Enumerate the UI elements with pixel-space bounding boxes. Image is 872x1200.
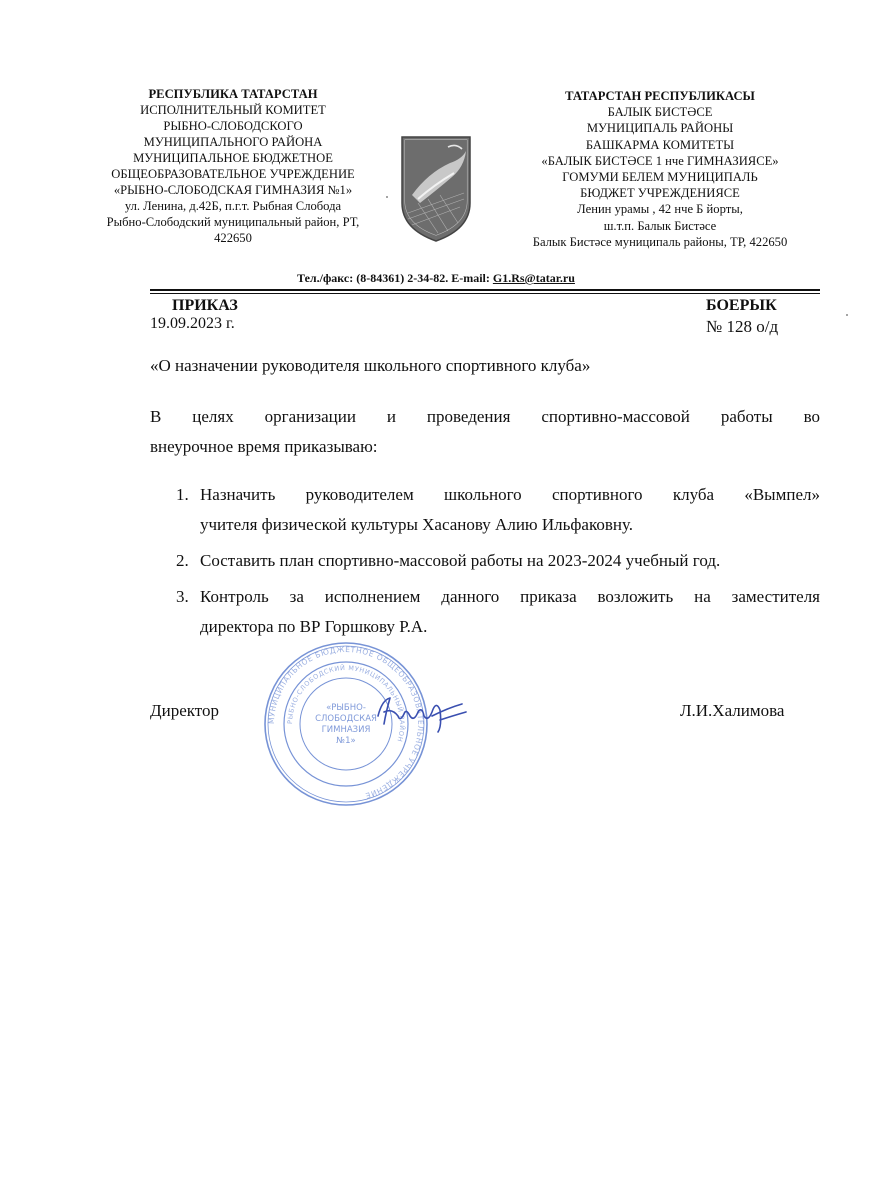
order-date: 19.09.2023 г. — [150, 315, 235, 332]
list-item — [150, 480, 820, 540]
list-item — [150, 582, 820, 642]
list-item-line: учителя физической культуры Хасанову Алию Ильфаковну. — [200, 515, 634, 534]
list-item-number: 3. — [176, 587, 189, 606]
list-item — [150, 546, 820, 576]
list-item-text — [200, 546, 820, 576]
header-divider-thin — [150, 293, 820, 294]
order-number: № 128 о/д — [706, 317, 779, 336]
handwritten-signature — [370, 686, 470, 736]
header-left-russian — [84, 86, 382, 246]
intro-line: внеурочное время приказываю: — [150, 437, 378, 456]
svg-text:РЫБНО-СЛОБОДСКИЙ МУНИЦИПАЛЬНЫЙ: РЫБНО-СЛОБОДСКИЙ МУНИЦИПАЛЬНЫЙ РАЙОН — [285, 663, 407, 744]
header-left-line: 422650 — [214, 231, 252, 245]
director-name: Л.И.Халимова — [680, 701, 785, 720]
header-right-line: Балык Бистәсе муниципаль районы, ТР, 422650 — [532, 234, 788, 249]
list-item-line: Составить план спортивно-массовой работы на 2023-2024 учебный год. — [200, 551, 721, 570]
header-left-line: ул. Ленина, д.42Б, п.г.т. Рыбная Слобода — [124, 199, 342, 213]
list-item-line: директора по ВР Горшкову Р.А. — [200, 617, 428, 636]
list-item-number: 1. — [176, 485, 189, 504]
scan-speck — [846, 314, 848, 316]
header-left-line: МУНИЦИПАЛЬНОГО РАЙОНА — [143, 135, 323, 149]
scan-speck — [386, 196, 388, 198]
header-right-line: МУНИЦИПАЛЬ РАЙОНЫ — [586, 121, 734, 136]
stamp-text-line: ГИМНАЗИЯ — [321, 725, 371, 735]
stamp-text-line: «РЫБНО- — [326, 703, 366, 713]
stamp-text-line: №1» — [336, 736, 356, 746]
intro-paragraph — [150, 402, 820, 462]
header-divider-thick — [150, 289, 820, 291]
list-item-number: 2. — [176, 551, 189, 570]
header-left-line: «РЫБНО-СЛОБОДСКАЯ ГИМНАЗИЯ №1» — [113, 183, 353, 197]
list-item-line: Назначить руководителем школьного спортивного клуба «Вымпел» — [200, 485, 820, 504]
header-left-line: РЫБНО-СЛОБОДСКОГО — [163, 119, 303, 133]
contact-phone: Тел./факс: (8-84361) 2-34-82. E-mail: — [297, 271, 493, 285]
header-right-line: БАШКАРМА КОМИТЕТЫ — [585, 137, 735, 152]
header-left-line: Рыбно-Слободский муниципальный район, РТ, — [106, 215, 360, 229]
header-right-line: БАЛЫК БИСТӘСЕ — [607, 105, 713, 120]
list-item-text — [200, 480, 820, 540]
header-right-line: ш.т.п. Балык Бистәсе — [603, 218, 717, 233]
header-right-line: ТАТАРСТАН РЕСПУБЛИКАСЫ — [565, 89, 755, 103]
order-title-russian: ПРИКАЗ — [172, 297, 238, 314]
order-title-tatar: БОЕРЫК — [706, 297, 777, 314]
header-left-line: МУНИЦИПАЛЬНОЕ БЮДЖЕТНОЕ — [133, 151, 333, 165]
order-items-list — [150, 480, 820, 648]
header-right-line: БЮДЖЕТ УЧРЕЖДЕНИЯСЕ — [580, 186, 740, 201]
coat-of-arms-emblem — [398, 133, 474, 243]
contact-line — [0, 271, 872, 286]
header-right-tatar — [500, 88, 820, 250]
intro-line: В целях организации и проведения спортивно-массовой работы во — [150, 407, 820, 426]
header-left-line: ОБЩЕОБРАЗОВАТЕЛЬНОЕ УЧРЕЖДЕНИЕ — [111, 167, 355, 181]
header-right-line: «БАЛЫК БИСТӘСЕ 1 нче ГИМНАЗИЯСЕ» — [541, 153, 779, 168]
header-left-line: РЕСПУБЛИКА ТАТАРСТАН — [148, 87, 318, 101]
header-right-line: Ленин урамы , 42 нче Б йорты, — [577, 202, 743, 217]
list-item-text — [200, 582, 820, 642]
director-label: Директор — [150, 701, 219, 720]
header-left-line: ИСПОЛНИТЕЛЬНЫЙ КОМИТЕТ — [140, 103, 326, 117]
header-right-line: ГОМУМИ БЕЛЕМ МУНИЦИПАЛЬ — [562, 170, 758, 185]
contact-email-link[interactable]: G1.Rs@tatar.ru — [492, 271, 575, 285]
svg-text:МУНИЦИПАЛЬНОЕ БЮДЖЕТНОЕ ОБЩЕОБ: МУНИЦИПАЛЬНОЕ БЮДЖЕТНОЕ ОБЩЕОБРАЗОВАТЕЛЬНОЕ УЧРЕЖДЕНИЕ — [266, 644, 426, 801]
order-subject: «О назначении руководителя школьного спортивного клуба» — [150, 356, 591, 375]
stamp-text-line: СЛОБОДСКАЯ — [315, 714, 377, 724]
list-item-line: Контроль за исполнением данного приказа возложить на заместителя — [200, 587, 820, 606]
